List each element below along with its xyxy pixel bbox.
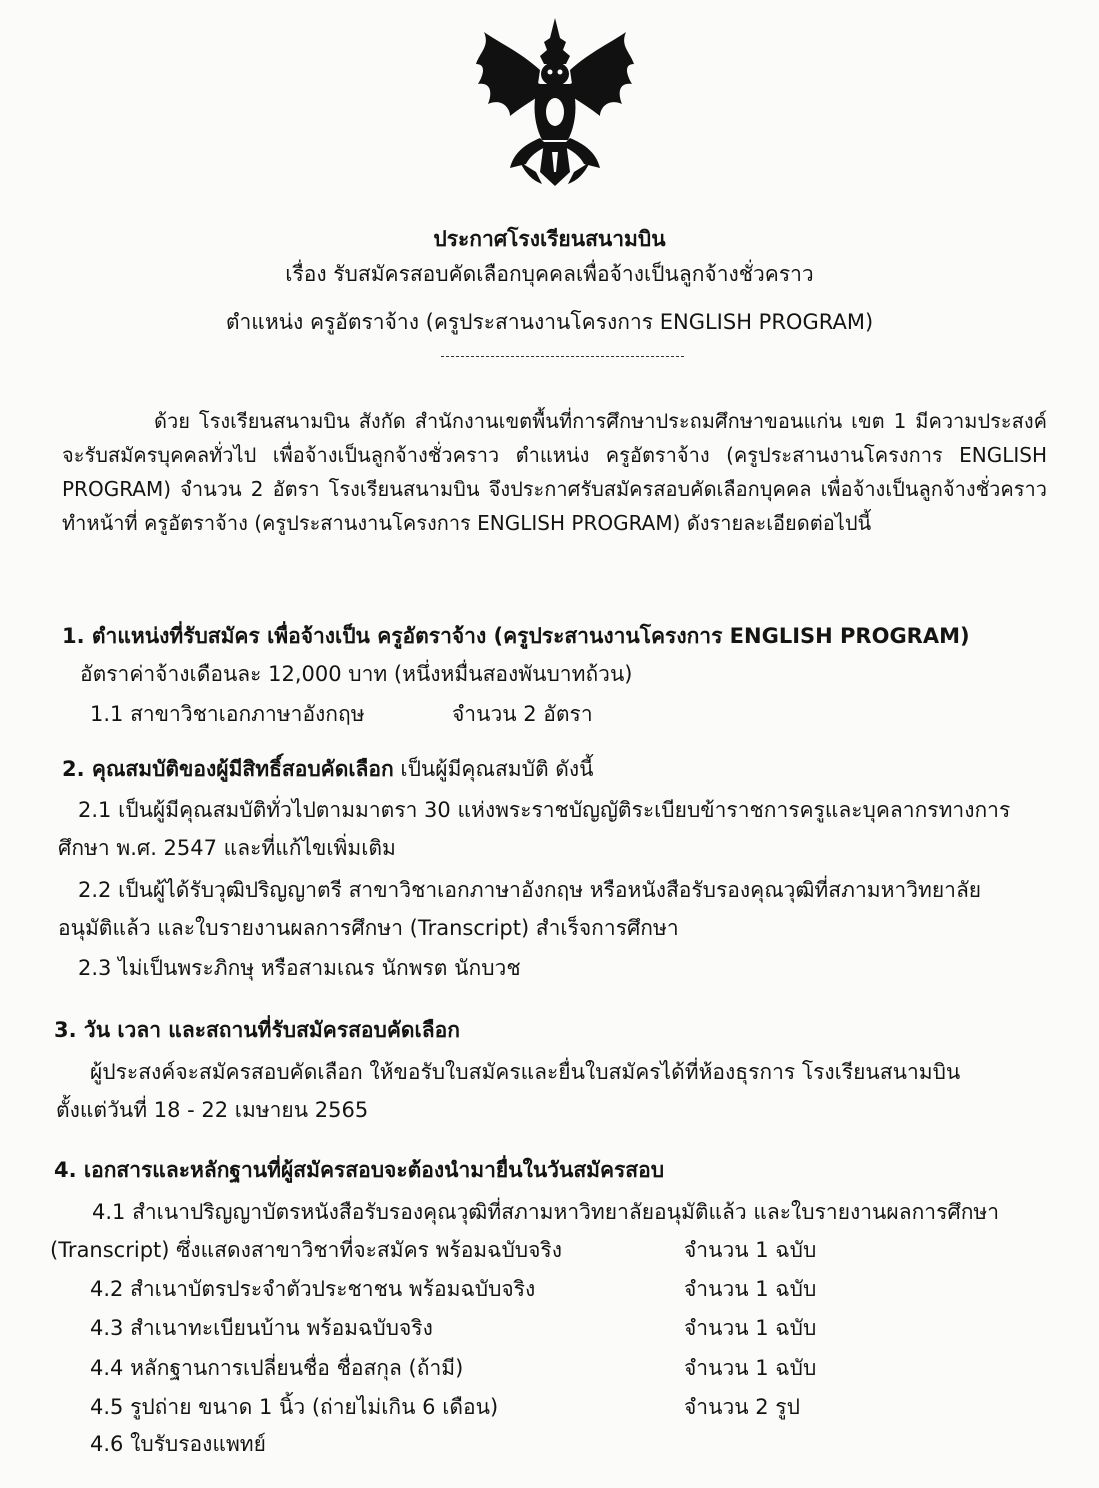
section2-item2-line2: อนุมัติแล้ว และใบรายงานผลการศึกษา (Transcript) สำเร็จการศึกษา <box>58 916 679 940</box>
section2-item1-line1: 2.1 เป็นผู้มีคุณสมบัติทั่วไปตามมาตรา 30 แห่งพระราชบัญญัติระเบียบข้าราชการครูและบุคลากรทางการ <box>78 798 1011 822</box>
section4-item1-count: จำนวน 1 ฉบับ <box>684 1238 817 1262</box>
section4-item-count: จำนวน 1 ฉบับ <box>684 1277 817 1301</box>
section2-item3: 2.3 ไม่เป็นพระภิกษุ หรือสามเณร นักพรต นักบวช <box>78 956 521 980</box>
section4-item-count: จำนวน 2 รูป <box>684 1395 800 1419</box>
section4-item6: 4.6 ใบรับรองแพทย์ <box>90 1432 266 1456</box>
section4-item-label: 4.2 สำเนาบัตรประจำตัวประชาชน พร้อมฉบับจริง <box>90 1277 536 1301</box>
title-divider <box>441 356 684 357</box>
section4-item1-line1: 4.1 สำเนาปริญญาบัตรหนังสือรับรองคุณวุฒิที่สภามหาวิทยาลัยอนุมัติแล้ว และใบรายงานผลการศึกษา <box>92 1200 1000 1224</box>
section2-heading-line <box>62 755 594 783</box>
section1-item-label: 1.1 สาขาวิชาเอกภาษาอังกฤษ <box>90 702 365 726</box>
section4-item-label: 4.5 รูปถ่าย ขนาด 1 นิ้ว (ถ่ายไม่เกิน 6 เดือน) <box>90 1395 499 1419</box>
section2-item1-line2: ศึกษา พ.ศ. 2547 และที่แก้ไขเพิ่มเติม <box>58 836 396 860</box>
section4-item-count: จำนวน 1 ฉบับ <box>684 1316 817 1340</box>
section1-heading: 1. ตำแหน่งที่รับสมัคร เพื่อจ้างเป็น ครูอัตราจ้าง (ครูประสานงานโครงการ ENGLISH PROGRAM) <box>62 624 970 648</box>
document-position: ตำแหน่ง ครูอัตราจ้าง (ครูประสานงานโครงการ ENGLISH PROGRAM) <box>225 310 874 334</box>
document-title: ประกาศโรงเรียนสนามบิน <box>433 227 666 251</box>
section4-item1-line2: (Transcript) ซึ่งแสดงสาขาวิชาที่จะสมัคร พร้อมฉบับจริง <box>50 1238 562 1262</box>
section3-heading: 3. วัน เวลา และสถานที่รับสมัครสอบคัดเลือก <box>54 1018 460 1042</box>
intro-paragraph <box>62 404 1047 540</box>
section3-line1: ผู้ประสงค์จะสมัครสอบคัดเลือก ให้ขอรับใบสมัครและยื่นใบสมัครได้ที่ห้องธุรการ โรงเรียนสนามบิน <box>90 1060 961 1084</box>
section4-heading: 4. เอกสารและหลักฐานที่ผู้สมัครสอบจะต้องนำมายื่นในวันสมัครสอบ <box>54 1158 665 1182</box>
section2-heading-rest: เป็นผู้มีคุณสมบัติ ดังนี้ <box>393 757 594 781</box>
section2-item2-line1: 2.2 เป็นผู้ได้รับวุฒิปริญญาตรี สาขาวิชาเอกภาษาอังกฤษ หรือหนังสือรับรองคุณวุฒิที่สภามหาวิทยาลัย <box>78 878 982 902</box>
section4-item-count: จำนวน 1 ฉบับ <box>684 1356 817 1380</box>
section1-salary: อัตราค่าจ้างเดือนละ 12,000 บาท (หนึ่งหมื่นสองพันบาทถ้วน) <box>80 662 633 686</box>
intro-text: ด้วย โรงเรียนสนามบิน สังกัด สำนักงานเขตพื้นที่การศึกษาประถมศึกษาขอนแก่น เขต 1 มีความประสงค์จะรับสมัครบุคคลทั่วไป เพื่อจ้างเป็นลูกจ้างชั่วคราว ตำแหน่ง ครูอัตราจ้าง (ครูประสานงานโครงการ ENGLISH PROGRAM) จำนวน 2 อัตรา โรงเรียนสนามบิน จึงประกาศรับสมัครสอบคัดเลือกบุคคล เพื่อจ้างเป็นลูกจ้างชั่วคราว ทำหน้าที่ ครูอัตราจ้าง (ครูประสานงานโครงการ ENGLISH PROGRAM) ดังรายละเอียดต่อไปนี้ <box>62 409 1047 535</box>
section1-item-count: จำนวน 2 อัตรา <box>452 702 593 726</box>
section2-heading: 2. คุณสมบัติของผู้มีสิทธิ์สอบคัดเลือก <box>62 757 394 781</box>
section4-item-label: 4.3 สำเนาทะเบียนบ้าน พร้อมฉบับจริง <box>90 1316 433 1340</box>
section3-line2: ตั้งแต่วันที่ 18 - 22 เมษายน 2565 <box>56 1098 369 1122</box>
section4-item-label: 4.4 หลักฐานการเปลี่ยนชื่อ ชื่อสกุล (ถ้ามี) <box>90 1356 464 1380</box>
document-subject: เรื่อง รับสมัครสอบคัดเลือกบุคคลเพื่อจ้างเป็นลูกจ้างชั่วคราว <box>285 262 814 286</box>
garuda-emblem <box>470 12 640 190</box>
